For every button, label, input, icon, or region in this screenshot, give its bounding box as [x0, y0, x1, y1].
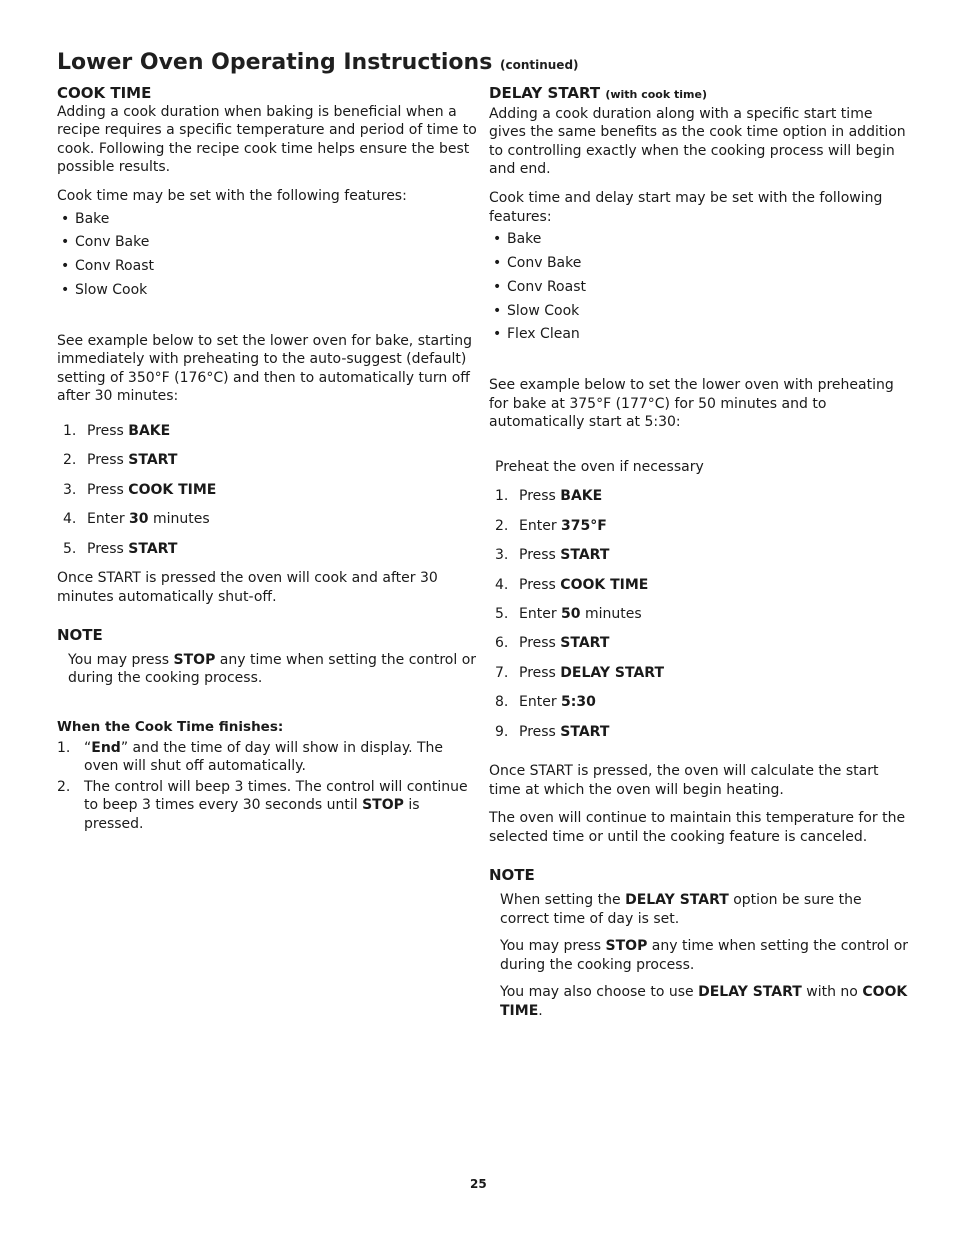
- page-title: Lower Oven Operating Instructions (continued): [57, 50, 579, 75]
- step-item: 6. Press START: [495, 635, 610, 652]
- step-item: 1. Press BAKE: [63, 423, 171, 440]
- delay-start-heading: DELAY START (with cook time): [489, 84, 707, 102]
- note-heading: NOTE: [57, 626, 103, 645]
- cook-time-after: Once START is pressed the oven will cook and after 30 minutes automatically shut-off.: [57, 570, 438, 605]
- cook-time-features-list: [57, 210, 477, 300]
- page-number: 25: [470, 1177, 487, 1191]
- step-item: 4. Enter 30 minutes: [63, 511, 210, 528]
- delay-start-after-1: Once START is pressed, the oven will calculate the start time at which the oven will begin heating.: [489, 762, 879, 798]
- delay-start-after-2: The oven will continue to maintain this temperature for the selected time or until the cooking feature is canceled.: [489, 810, 906, 845]
- list-item: • Conv Bake: [61, 233, 477, 252]
- step-item: 1. Press BAKE: [495, 488, 603, 505]
- step-item: 3. Press START: [495, 547, 610, 564]
- delay-start-features-intro: Cook time and delay start may be set with the following features:: [489, 189, 883, 225]
- list-item: • Conv Roast: [61, 257, 477, 276]
- cook-time-features-intro: Cook time may be set with the following features:: [57, 187, 407, 204]
- step-item: 4. Press COOK TIME: [495, 576, 649, 593]
- cook-time-heading: COOK TIME: [57, 84, 152, 102]
- step-item: 2. Enter 375°F: [495, 517, 607, 534]
- delay-start-section: [489, 84, 909, 1029]
- finish-heading: When the Cook Time finishes:: [57, 718, 284, 735]
- list-item: • Bake: [61, 210, 477, 229]
- list-item: • Slow Cook: [493, 302, 909, 321]
- delay-start-intro: Adding a cook duration along with a specific start time gives the same benefits as the cook time option in addition to controlling exactly when the cooking process will begin and end.: [489, 105, 906, 178]
- step-item: 2. Press START: [63, 452, 178, 469]
- delay-start-example: See example below to set the lower oven with preheating for bake at 375°F (177°C) for 50 minutes and to automatically start at 5:30:: [489, 377, 894, 431]
- cook-time-intro: Adding a cook duration when baking is beneficial when a recipe requires a specific temperature and period of time to cook. Following the recipe cook time helps ensure the best possible results.: [57, 103, 477, 176]
- note-body: You may press STOP any time when setting the control or during the cooking process.: [68, 651, 477, 687]
- step-item: 9. Press START: [495, 723, 610, 740]
- list-item: • Bake: [493, 230, 909, 249]
- note-body: When setting the DELAY START option be sure the correct time of day is set. You may press STOP any time when setting the control or during the cooking process. You may also choose to use DELAY START with no COOK TIME.: [500, 891, 909, 1019]
- step-item: 5. Press START: [63, 540, 178, 557]
- delay-start-steps: [489, 487, 909, 741]
- cook-time-section: [57, 84, 477, 836]
- step-item: 8. Enter 5:30: [495, 694, 596, 711]
- list-item: • Conv Roast: [493, 278, 909, 297]
- list-item: 1. “End” and the time of day will show in display. The oven will shut off automatically.: [57, 739, 444, 775]
- list-item: • Flex Clean: [493, 325, 909, 344]
- step-item: 5. Enter 50 minutes: [495, 606, 642, 622]
- continued-label: (continued): [499, 58, 579, 72]
- note-heading: NOTE: [489, 866, 535, 885]
- list-item: • Slow Cook: [61, 281, 477, 300]
- delay-start-features-list: [489, 230, 909, 344]
- list-item: 2. The control will beep 3 times. The control will continue to beep 3 times every 30 seconds until STOP is pressed.: [57, 778, 468, 832]
- preheat-text: Preheat the oven if necessary: [495, 458, 704, 475]
- cook-time-steps: [57, 422, 477, 558]
- finish-list: [57, 739, 477, 834]
- step-item: 3. Press COOK TIME: [63, 481, 217, 498]
- step-item: 7. Press DELAY START: [495, 664, 664, 681]
- cook-time-example: See example below to set the lower oven for bake, starting immediately with preheating to the auto-suggest (default) setting of 350°F (176°C) and then to automatically turn off after 30 minutes:: [57, 332, 472, 405]
- list-item: • Conv Bake: [493, 254, 909, 273]
